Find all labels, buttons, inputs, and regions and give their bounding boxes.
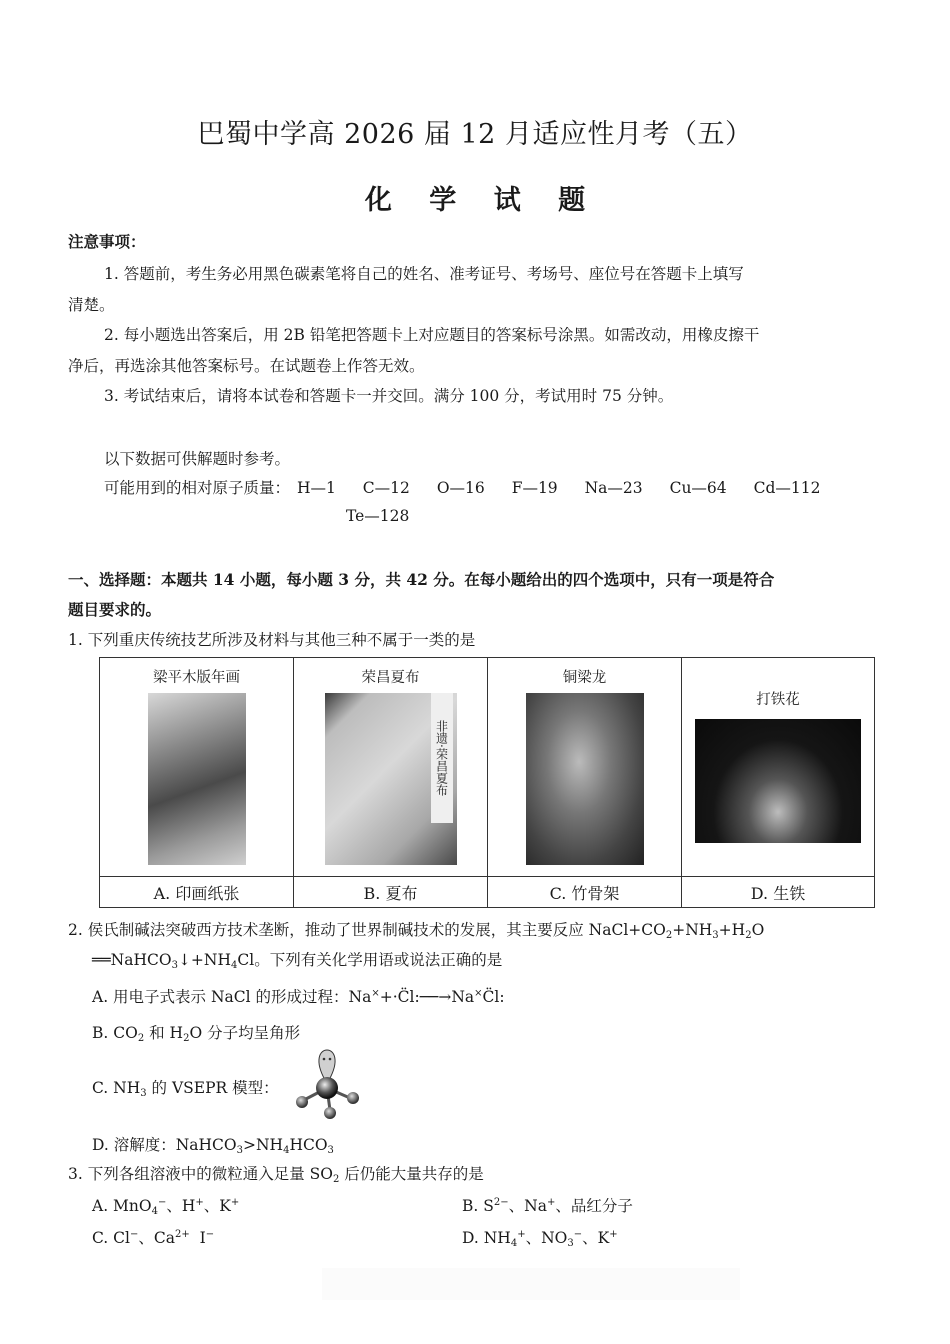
notice-heading: 注意事项： (68, 232, 146, 251)
section-heading-cont: 题目要求的。 (68, 600, 162, 619)
q2-stem-text: 2. 侯氏制碱法突破西方技术垄断，推动了世界制碱技术的发展，其主要反应 (68, 921, 589, 939)
nh3-vsepr-model-icon (292, 1048, 372, 1120)
q1-caption-a: 梁平木版年画 (153, 670, 240, 686)
q1-cell-b (294, 658, 488, 877)
notice-item-2: 2. 每小题选出答案后，用 2B 铅笔把答题卡上对应题目的答案标号涂黑。如需改动，用橡皮擦干 (104, 326, 760, 344)
q3-option-a[interactable]: A. MnO$_4$−、H+、K+ (92, 1197, 240, 1217)
faded-footer-area (322, 1268, 740, 1300)
q2-stem-text-2: 。下列有关化学用语或说法正确的是 (254, 951, 503, 969)
q1-cell-c (488, 658, 682, 877)
q2-option-b-text: 分子均呈角形 (207, 1024, 301, 1042)
atomic-mass-line (104, 476, 820, 498)
dragon-image (526, 693, 644, 865)
q3-option-b[interactable]: B. $S^{2-}$、Na+、品红分子 (462, 1197, 633, 1215)
summer-cloth-image (325, 693, 457, 865)
notice-item-3: 3. 考试结束后，请将本试卷和答题卡一并交回。满分 100 分，考试用时 75 分钟。 (104, 387, 674, 405)
lewis-formation-diagram: Na×+·C̈l:──→Na×C̈l: (348, 988, 505, 1006)
q3-option-d[interactable]: D. $NH_4^+$、$NO_3^-$、K+ (462, 1229, 618, 1249)
iron-flower-image (695, 719, 861, 843)
q1-option-d[interactable]: D. 生铁 (682, 877, 875, 908)
q2-option-b-formula-2: $H_2O$ (169, 1024, 208, 1044)
mass-h: H—1 (296, 479, 336, 497)
q1-stem: 1. 下列重庆传统技艺所涉及材料与其他三种不属于一类的是 (68, 631, 476, 649)
q2-option-a[interactable] (92, 985, 505, 1007)
q3-stem: 3. 下列各组溶液中的微粒通入足量 $SO_2$ 后仍能大量共存的是 (68, 1165, 484, 1185)
q3-option-b-text: 、品红分子 (555, 1197, 633, 1215)
q1-caption-d: 打铁花 (756, 692, 800, 708)
q2-option-d[interactable] (92, 1133, 334, 1156)
q2-equation-right: $══NaHCO_3↓+NH_4Cl$ (92, 951, 255, 971)
q2-option-a-text: A. 用电子式表示 NaCl 的形成过程： (92, 988, 349, 1006)
q1-option-a[interactable]: A. 印画纸张 (100, 877, 294, 908)
q1-cell-d (682, 658, 875, 877)
reference-intro: 以下数据可供解题时参考。 (104, 450, 291, 468)
q1-image-table (99, 657, 875, 908)
mass-f: F—19 (511, 479, 558, 497)
q1-caption-b: 荣昌夏布 (361, 670, 420, 686)
q2-option-b-and: 和 (144, 1024, 170, 1042)
q2-stem-line1 (68, 918, 764, 941)
q2-option-c-prefix: C. NH (92, 1079, 141, 1097)
mass-cu: Cu—64 (669, 479, 727, 497)
notice-item-2-cont: 净后，再选涂其他答案标号。在试题卷上作答无效。 (68, 357, 425, 375)
mass-te: Te—128 (346, 507, 410, 525)
q3-stem-text-2: 后仍能大量共存的是 (339, 1165, 484, 1183)
mass-cd: Cd—112 (753, 479, 821, 497)
atomic-mass-label: 可能用到的相对原子质量： (104, 479, 291, 497)
mass-o: O—16 (436, 479, 485, 497)
q3-stem-text: 3. 下列各组溶液中的微粒通入足量 SO (68, 1165, 333, 1183)
q2-option-b[interactable] (92, 1021, 300, 1044)
q2-option-c-text: 的 VSEPR 模型： (146, 1079, 279, 1097)
exam-title: 巴蜀中学高 2026 届 12 月适应性月考（五） (197, 119, 753, 150)
q2-stem-line2 (92, 948, 502, 971)
woodblock-print-image (148, 693, 246, 865)
q1-option-c[interactable]: C. 竹骨架 (488, 877, 682, 908)
q2-option-c[interactable]: C. $NH_3$ 的 VSEPR 模型： (92, 1079, 279, 1099)
summer-cloth-label: 非遗·荣昌夏布 (431, 693, 453, 823)
mass-na: Na—23 (584, 479, 643, 497)
q2-option-b-formula: B. $CO_2$ (92, 1024, 145, 1044)
q1-caption-c: 铜梁龙 (562, 670, 607, 686)
q3-option-c[interactable]: C. Cl−、$Ca^{2+}$ I− (92, 1229, 215, 1247)
q1-cell-a (100, 658, 294, 877)
subject-title: 化 学 试 题 (364, 185, 600, 216)
section-heading: 一、选择题：本题共 14 小题，每小题 3 分，共 42 分。在每小题给出的四个选项中，只有一项是符合 (68, 570, 775, 589)
notice-item-1-cont: 清楚。 (68, 296, 115, 314)
q1-option-b[interactable]: B. 夏布 (294, 877, 488, 908)
notice-item-1: 1. 答题前，考生务必用黑色碳素笔将自己的姓名、准考证号、考场号、座位号在答题卡上填写 (104, 265, 744, 283)
q2-equation-left: $NaCl+CO_2+NH_3+H_2O$ (588, 921, 765, 941)
mass-c: C—12 (362, 479, 410, 497)
q2-option-d-formula: $NaHCO_3>NH_4HCO_3$ (175, 1136, 334, 1156)
q2-option-d-prefix: D. 溶解度： (92, 1136, 176, 1154)
